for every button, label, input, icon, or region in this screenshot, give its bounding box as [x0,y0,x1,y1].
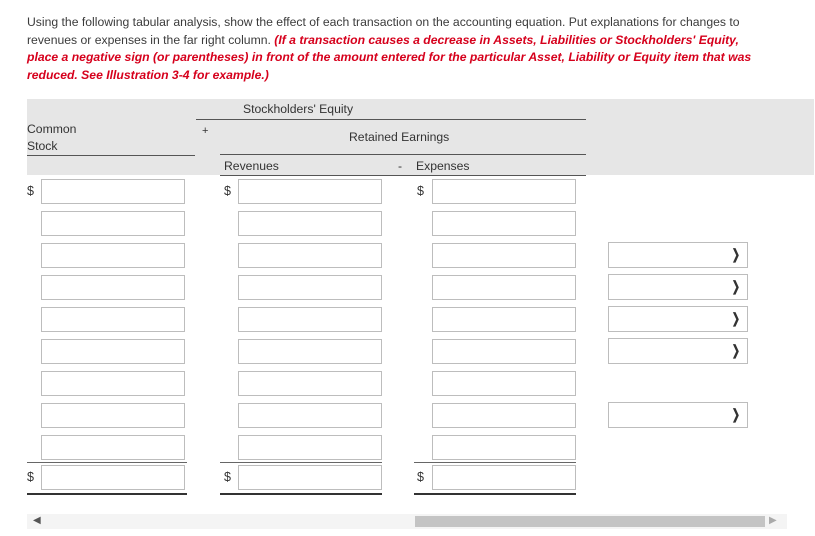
expenses-total-input[interactable] [432,465,576,490]
expenses-input[interactable] [432,275,576,300]
revenues-input[interactable] [238,403,382,428]
double-underline [27,493,187,495]
common-stock-total-input[interactable] [41,465,185,490]
common-stock-rule [27,155,195,156]
common-stock-heading-2: Stock [27,139,58,153]
common-stock-input[interactable] [41,371,185,396]
explanation-select[interactable] [608,242,748,268]
revenues-input[interactable] [238,339,382,364]
currency-symbol: $ [417,470,424,484]
chevron-down-icon: ❯ [732,406,741,422]
chevron-down-icon: ❯ [732,342,741,358]
chevron-down-icon: ❯ [732,310,741,326]
horizontal-scrollbar[interactable] [27,514,787,529]
revenues-input[interactable] [238,179,382,204]
expenses-input[interactable] [432,307,576,332]
common-stock-input[interactable] [41,307,185,332]
stockholders-equity-heading: Stockholders' Equity [243,102,354,116]
revenues-input[interactable] [238,275,382,300]
sub-heading-rule [220,175,586,176]
expenses-input[interactable] [432,403,576,428]
common-stock-input[interactable] [41,403,185,428]
scroll-right-icon[interactable]: ▶ [769,515,777,526]
retained-earnings-rule [220,154,586,155]
scroll-left-icon[interactable]: ◀ [33,515,41,526]
expenses-input[interactable] [432,435,576,460]
instructions [27,14,767,84]
common-stock-input[interactable] [41,435,185,460]
total-rule [27,462,187,463]
scrollbar-thumb[interactable] [415,516,765,527]
revenues-total-input[interactable] [238,465,382,490]
explanation-select[interactable] [608,402,748,428]
common-stock-heading-1: Common [27,122,77,136]
revenues-input[interactable] [238,435,382,460]
explanation-select[interactable] [608,306,748,332]
retained-earnings-heading: Retained Earnings [349,130,450,144]
explanation-select[interactable] [608,338,748,364]
revenues-input[interactable] [238,307,382,332]
plus-operator: + [202,125,209,137]
expenses-input[interactable] [432,211,576,236]
revenues-input[interactable] [238,211,382,236]
instructions-text: Using the following tabular analysis, show the effect of each transaction on the accounting equation. Put explanations for changes to revenues or expenses in the far right column. [27,15,740,47]
revenues-input[interactable] [238,371,382,396]
double-underline [414,493,576,495]
common-stock-input[interactable] [41,179,185,204]
heading-rule [196,119,586,120]
total-rule [414,462,576,463]
currency-symbol: $ [224,184,231,198]
revenues-input[interactable] [238,243,382,268]
expenses-input[interactable] [432,243,576,268]
expenses-input[interactable] [432,179,576,204]
common-stock-input[interactable] [41,339,185,364]
expenses-input[interactable] [432,371,576,396]
currency-symbol: $ [224,470,231,484]
revenues-heading: Revenues [224,159,279,173]
expenses-input[interactable] [432,339,576,364]
common-stock-input[interactable] [41,275,185,300]
currency-symbol: $ [417,184,424,198]
double-underline [220,493,382,495]
chevron-down-icon: ❯ [732,246,741,262]
common-stock-input[interactable] [41,211,185,236]
expenses-heading: Expenses [416,159,470,173]
currency-symbol: $ [27,184,34,198]
total-rule [220,462,382,463]
chevron-down-icon: ❯ [732,278,741,294]
instructions-emphasis: (If a transaction causes a decrease in Assets, Liabilities or Stockholders' Equity, place a negative sign (or parentheses) in front of the amount entered for the particular Asset, Liability or Equity item that was reduced. See Illustration 3-4 for example.) [27,32,752,82]
currency-symbol: $ [27,470,34,484]
common-stock-input[interactable] [41,243,185,268]
explanation-select[interactable] [608,274,748,300]
minus-operator: - [398,159,403,173]
